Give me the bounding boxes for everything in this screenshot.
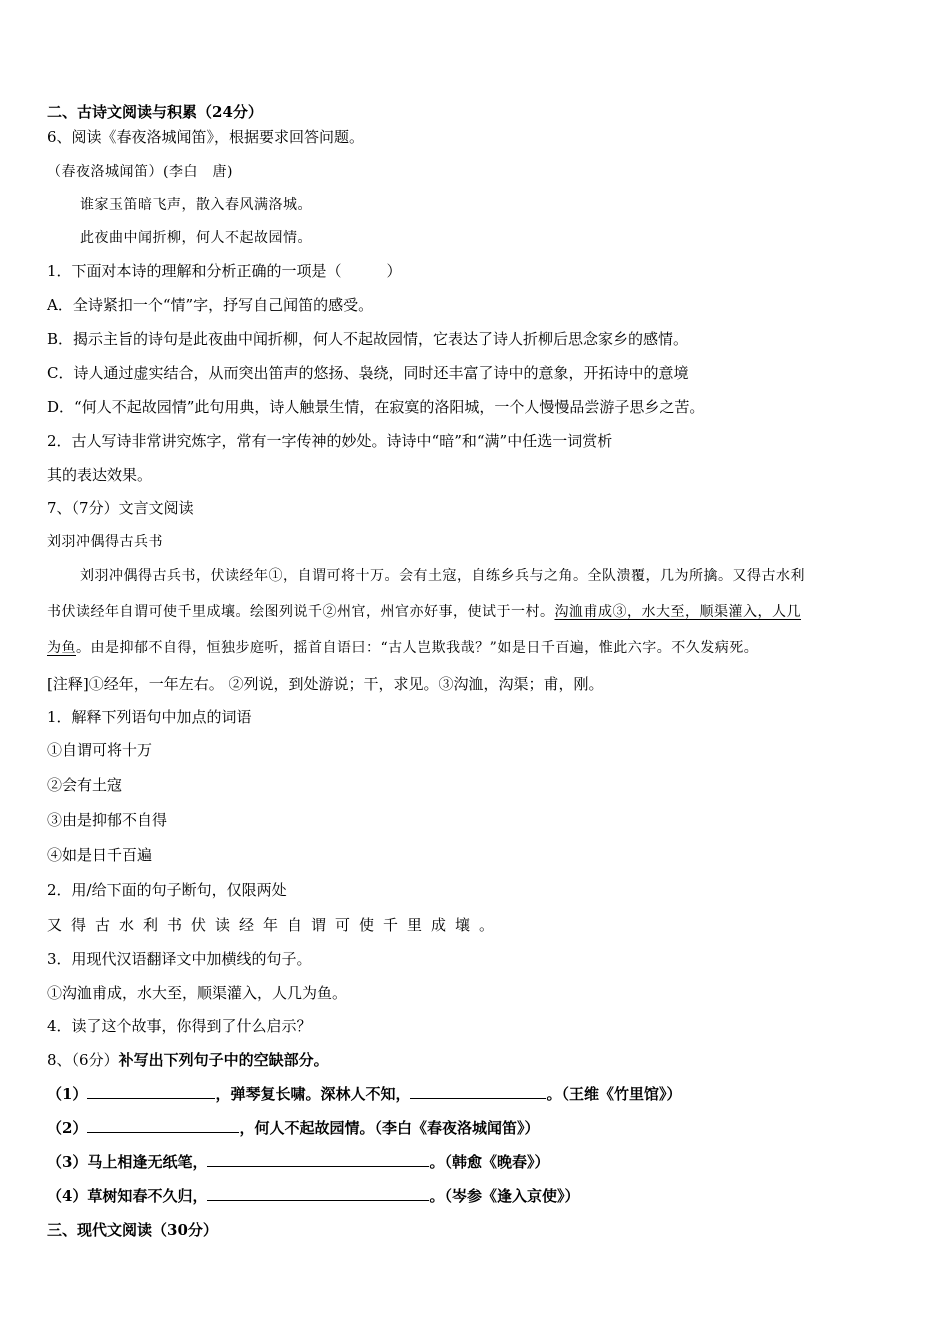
annotation-note: [注释]①经年，一年左右。 ②列说，到处游说；干，求见。③沟洫，沟渠；甫，刚。 [47, 675, 604, 693]
q7-stem: 7、（7分）文言文阅读 [47, 499, 194, 517]
q8-number: 8、（6分） [47, 1051, 119, 1069]
q6-stem: 6、阅读《春夜洛城闻笛》，根据要求回答问题。 [47, 128, 365, 146]
q7-sub1-item-2: ②会有土寇 [47, 776, 123, 794]
fill-blank[interactable] [410, 1084, 546, 1099]
q6-sub2-line2: 其的表达效果。 [47, 466, 153, 484]
poem-line-1: 谁家玉笛暗飞声，散入春风满洛城。 [80, 197, 312, 213]
option-a: A．全诗紧扣一个“情”字，抒写自己闻笛的感受。 [47, 296, 374, 314]
q7-sub2-sentence: 又得古水利书伏读经年自谓可使千里成壤。 [47, 916, 504, 934]
passage-line-2 [47, 602, 801, 622]
passage-line-1: 刘羽冲偶得古兵书，伏读经年①，自谓可将十万。会有土寇，自练乡兵与之角。全队溃覆，几为所擒。又得古水利 [80, 568, 805, 584]
q6-sub2-line1: 2．古人写诗非常讲究炼字，常有一字传神的妙处。诗诗中“暗”和“满”中任选一词赏析 [47, 432, 613, 450]
q8-instruction: 补写出下列句子中的空缺部分。 [118, 1051, 329, 1069]
q6-sub1: 1．下面对本诗的理解和分析正确的一项是（ ） [47, 262, 402, 280]
fill-blank[interactable] [207, 1152, 429, 1167]
q7-sub2: 2．用/给下面的句子断句，仅限两处 [47, 881, 287, 899]
passage-line-3-text: 。由是抑郁不自得，恒独步庭听，摇首自语曰：“古人岂欺我哉？”如是日千百遍，惟此六字。不久发病死。 [76, 640, 759, 656]
q8-line-4-text: （4）草树知春不久归， [47, 1187, 208, 1205]
q8-stem [47, 1050, 329, 1070]
option-d: D．“何人不起故园情”此句用典，诗人触景生情，在寂寞的洛阳城，一个人慢慢品尝游子思乡之苦。 [47, 398, 705, 416]
q8-line-1-mid: ，弹琴复长啸。深林人不知， [215, 1085, 411, 1103]
section-3-title: 三、现代文阅读（30分） [47, 1221, 218, 1239]
q7-sub1-item-3: ③由是抑郁不自得 [47, 811, 168, 829]
poem-title: （春夜洛城闻笛）(李白 唐) [47, 164, 233, 180]
q8-line-2 [47, 1118, 539, 1138]
q8-line-4-source: 。（岑参《逢入京使》） [429, 1187, 580, 1205]
q8-line-2-label: （2） [47, 1119, 88, 1137]
fill-blank[interactable] [207, 1186, 429, 1201]
q8-line-3-source: 。（韩愈《晚春》） [429, 1153, 550, 1171]
passage-underlined-sentence-a: 沟洫甫成③，水大至，顺渠灌入，人几 [554, 604, 801, 620]
fill-blank[interactable] [87, 1084, 215, 1099]
fill-blank[interactable] [87, 1118, 239, 1133]
q8-line-3 [47, 1152, 549, 1172]
option-b: B．揭示主旨的诗句是此夜曲中闻折柳，何人不起故园情，它表达了诗人折柳后思念家乡的感情。 [47, 330, 689, 348]
passage-title: 刘羽冲偶得古兵书 [47, 534, 163, 550]
q7-sub1: 1．解释下列语句中加点的词语 [47, 708, 252, 726]
q8-line-3-text: （3）马上相逢无纸笔， [47, 1153, 208, 1171]
section-2-title: 二、古诗文阅读与积累（24分） [47, 103, 263, 121]
q8-line-1-source: 。（王维《竹里馆》） [546, 1085, 682, 1103]
q7-sub4: 4．读了这个故事，你得到了什么启示？ [47, 1017, 312, 1035]
q8-line-4 [47, 1186, 579, 1206]
passage-line-3 [47, 638, 758, 658]
passage-underlined-sentence-b: 为鱼 [47, 640, 76, 656]
q8-line-2-source: ，何人不起故园情。（李白《春夜洛城闻笛》） [239, 1119, 540, 1137]
option-c: C．诗人通过虚实结合，从而突出笛声的悠扬、袅绕，同时还丰富了诗中的意象，开拓诗中的意境 [47, 364, 689, 382]
q8-line-1-label: （1） [47, 1085, 88, 1103]
q8-line-1 [47, 1084, 681, 1104]
q7-sub3-sentence: ①沟洫甫成，水大至，顺渠灌入，人几为鱼。 [47, 984, 348, 1002]
q7-sub3: 3．用现代汉语翻译文中加横线的句子。 [47, 950, 312, 968]
q7-sub1-item-1: ①自谓可将十万 [47, 741, 153, 759]
passage-line-2-text: 书伏读经年自谓可使千里成壤。绘图列说千②州官，州官亦好事，使试于一村。 [47, 604, 555, 620]
poem-line-2: 此夜曲中闻折柳，何人不起故园情。 [80, 230, 312, 246]
q7-sub1-item-4: ④如是日千百遍 [47, 846, 153, 864]
